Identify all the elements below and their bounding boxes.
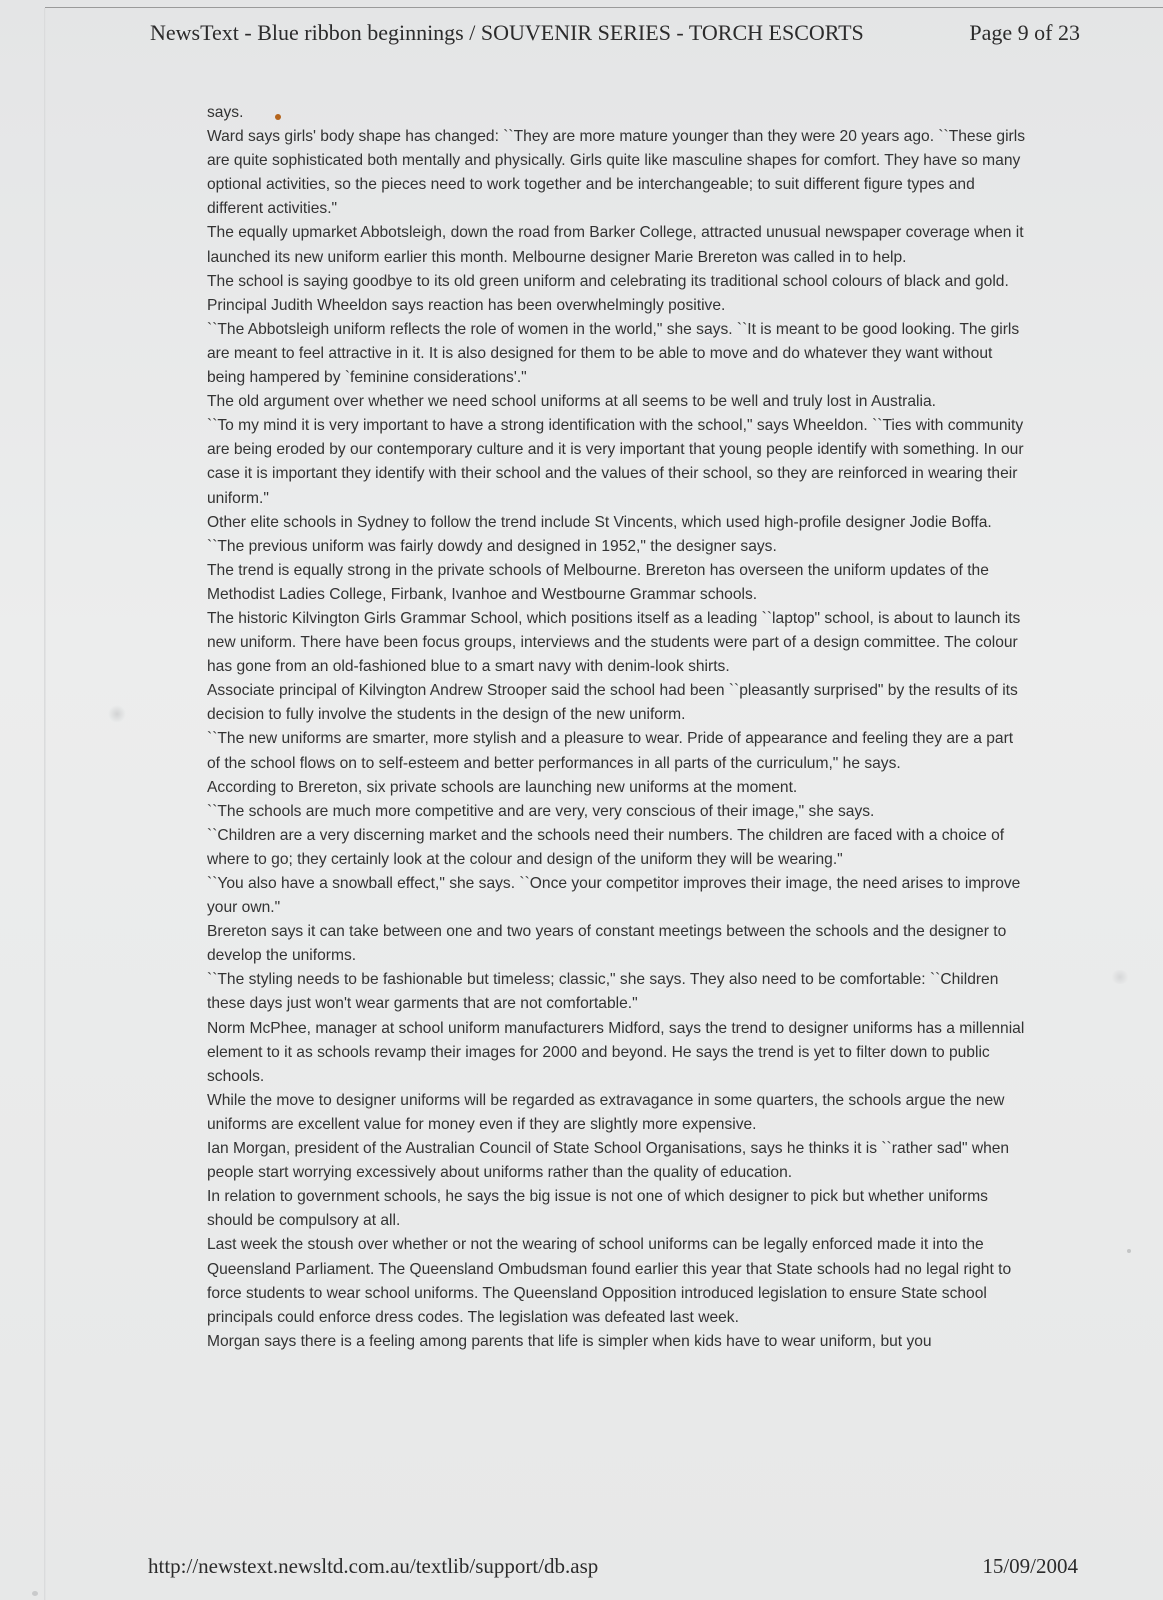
article-paragraph: Principal Judith Wheeldon says reaction has been overwhelmingly positive. bbox=[207, 296, 726, 314]
article-paragraph: ``Children are a very discerning market and the schools need their numbers. The children are faced with a choice of where to go; they certainly look at the colour and design of the uniform they will be wearing." bbox=[207, 826, 1005, 868]
article-paragraph: ``The previous uniform was fairly dowdy and designed in 1952," the designer says. bbox=[207, 537, 777, 555]
article-paragraph: Ward says girls' body shape has changed: ``They are more mature younger than they were 20 years ago. ``These girls are quite sophisticated both mentally and physically. Girls quite like masculine shapes for comfort. They have so many optional activities, so the pieces need to work together and be interchangeable; to suit different figure types and different activities." bbox=[207, 128, 1026, 218]
article-paragraph: ``The new uniforms are smarter, more stylish and a pleasure to wear. Pride of appearance and feeling they are a part of the school flows on to self-esteem and better performances in all parts of the curriculum," he says. bbox=[207, 730, 1014, 772]
article-paragraph: The equally upmarket Abbotsleigh, down the road from Barker College, attracted unusual newspaper coverage when it launched its new uniform earlier this month. Melbourne designer Marie Brereton was called in to help. bbox=[207, 224, 1024, 266]
page-footer bbox=[148, 1554, 1078, 1582]
article-paragraph: Ian Morgan, president of the Australian Council of State School Organisations, says he thinks it is ``rather sad" when people start worrying excessively about uniforms rather than the quality of education. bbox=[207, 1140, 1010, 1182]
article-paragraph: says. bbox=[207, 104, 244, 121]
article-paragraph: ``The styling needs to be fashionable but timeless; classic," she says. They also need to be comfortable: ``Children these days just won't wear garments that are not comfortable." bbox=[207, 971, 999, 1013]
page-number: Page 9 of 23 bbox=[969, 20, 1080, 45]
article-paragraph: Last week the stoush over whether or not the wearing of school uniforms can be legally enforced made it into the Queensland Parliament. The Queensland Ombudsman found earlier this year that State schools had no legal right to force students to wear school uniforms. The Queensland Opposition introduced legislation to ensure State school principals could enforce dress codes. The legislation was defeated last week. bbox=[207, 1236, 1012, 1326]
article-paragraph: While the move to designer uniforms will be regarded as extravagance in some quarters, the schools argue the new uniforms are excellent value for money even if they are slightly more expensive. bbox=[207, 1091, 1005, 1133]
article-paragraph: ``The Abbotsleigh uniform reflects the role of women in the world," she says. ``It is meant to be good looking. The girls are meant to feel attractive in it. It is also designed for them to be able to move and do whatever they want without being hampered by `feminine considerations'." bbox=[207, 320, 1020, 387]
left-edge-shadow bbox=[44, 8, 46, 1600]
article-paragraph: According to Brereton, six private schools are launching new uniforms at the moment. bbox=[207, 778, 798, 796]
header-title: NewsText - Blue ribbon beginnings / SOUVENIR SERIES - TORCH ESCORTS bbox=[150, 20, 864, 45]
article-paragraph: ``To my mind it is very important to have a strong identification with the school," says Wheeldon. ``Ties with community are being eroded by our contemporary culture and it is very important that young people identify with something. In our case it is important they identify with their school and the values of their school, so they are reinforced in wearing their uniform." bbox=[207, 417, 1024, 507]
article-paragraph: Morgan says there is a feeling among parents that life is simpler when kids have to wear uniform, but you bbox=[207, 1332, 932, 1350]
print-date: 15/09/2004 bbox=[982, 1554, 1078, 1578]
article-paragraph: Norm McPhee, manager at school uniform manufacturers Midford, says the trend to designer uniforms has a millennial element to it as schools revamp their images for 2000 and beyond. He says the trend is yet to filter down to public schools. bbox=[207, 1019, 1025, 1085]
article-paragraph: In relation to government schools, he says the big issue is not one of which designer to pick but whether uniforms should be compulsory at all. bbox=[207, 1188, 988, 1230]
article-paragraph: The old argument over whether we need school uniforms at all seems to be well and truly lost in Australia. bbox=[207, 393, 936, 411]
article-body bbox=[207, 101, 1027, 1354]
article-paragraph: The trend is equally strong in the private schools of Melbourne. Brereton has overseen the uniform updates of the Methodist Ladies College, Firbank, Ivanhoe and Westbourne Grammar schools. bbox=[207, 561, 989, 603]
article-paragraph: Associate principal of Kilvington Andrew Strooper said the school had been ``pleasantly surprised" by the results of its decision to fully involve the students in the design of the new uniform. bbox=[207, 682, 1018, 724]
article-paragraph: The school is saying goodbye to its old green uniform and celebrating its traditional school colours of black and gold. bbox=[207, 272, 1009, 290]
article-paragraph: Brereton says it can take between one and two years of constant meetings between the schools and the designer to develop the uniforms. bbox=[207, 923, 1007, 965]
source-url: http://newstext.newsltd.com.au/textlib/support/db.asp bbox=[148, 1554, 599, 1578]
scan-dot bbox=[32, 1591, 38, 1596]
scan-dot bbox=[1127, 1249, 1131, 1253]
scan-smudge bbox=[1110, 970, 1130, 984]
article-paragraph: ``You also have a snowball effect," she says. ``Once your competitor improves their image, the need arises to improve your own." bbox=[207, 875, 1021, 917]
page-header bbox=[150, 20, 1080, 50]
scan-smudge bbox=[108, 705, 126, 723]
article-paragraph: Other elite schools in Sydney to follow the trend include St Vincents, which used high-profile designer Jodie Boffa. bbox=[207, 513, 992, 531]
top-edge-rule bbox=[45, 7, 1163, 8]
article-paragraph: ``The schools are much more competitive and are very, very conscious of their image," she says. bbox=[207, 802, 875, 820]
article-paragraph: The historic Kilvington Girls Grammar School, which positions itself as a leading ``laptop" school, is about to launch its new uniform. There have been focus groups, interviews and the students were part of a design committee. The colour has gone from an old-fashioned blue to a smart navy with denim-look shirts. bbox=[207, 609, 1021, 676]
